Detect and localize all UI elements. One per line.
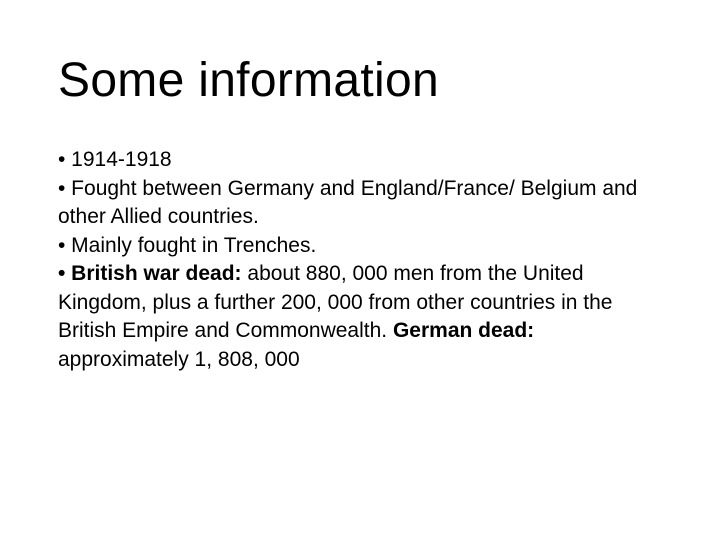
bullet-dates: • 1914-1918 xyxy=(58,148,172,171)
british-dead-label: • British war dead: xyxy=(58,262,242,285)
british-dead-text: about 880, 000 men from the United Kingdom, plus a further 200, 000 from other countries in the British Empire and Commonwealth. xyxy=(58,262,613,342)
german-dead-label: German dead: xyxy=(392,319,535,342)
bullet-casualties xyxy=(58,260,668,374)
german-dead-text: approximately 1, 808, 000 xyxy=(58,347,300,371)
bullet-combatants: • Fought between Germany and England/France/ Belgium and other Allied countries. xyxy=(58,176,638,228)
slide-body xyxy=(58,146,668,374)
bullet-trenches: • Mainly fought in Trenches. xyxy=(58,233,317,257)
slide-title: Some information xyxy=(58,54,439,107)
